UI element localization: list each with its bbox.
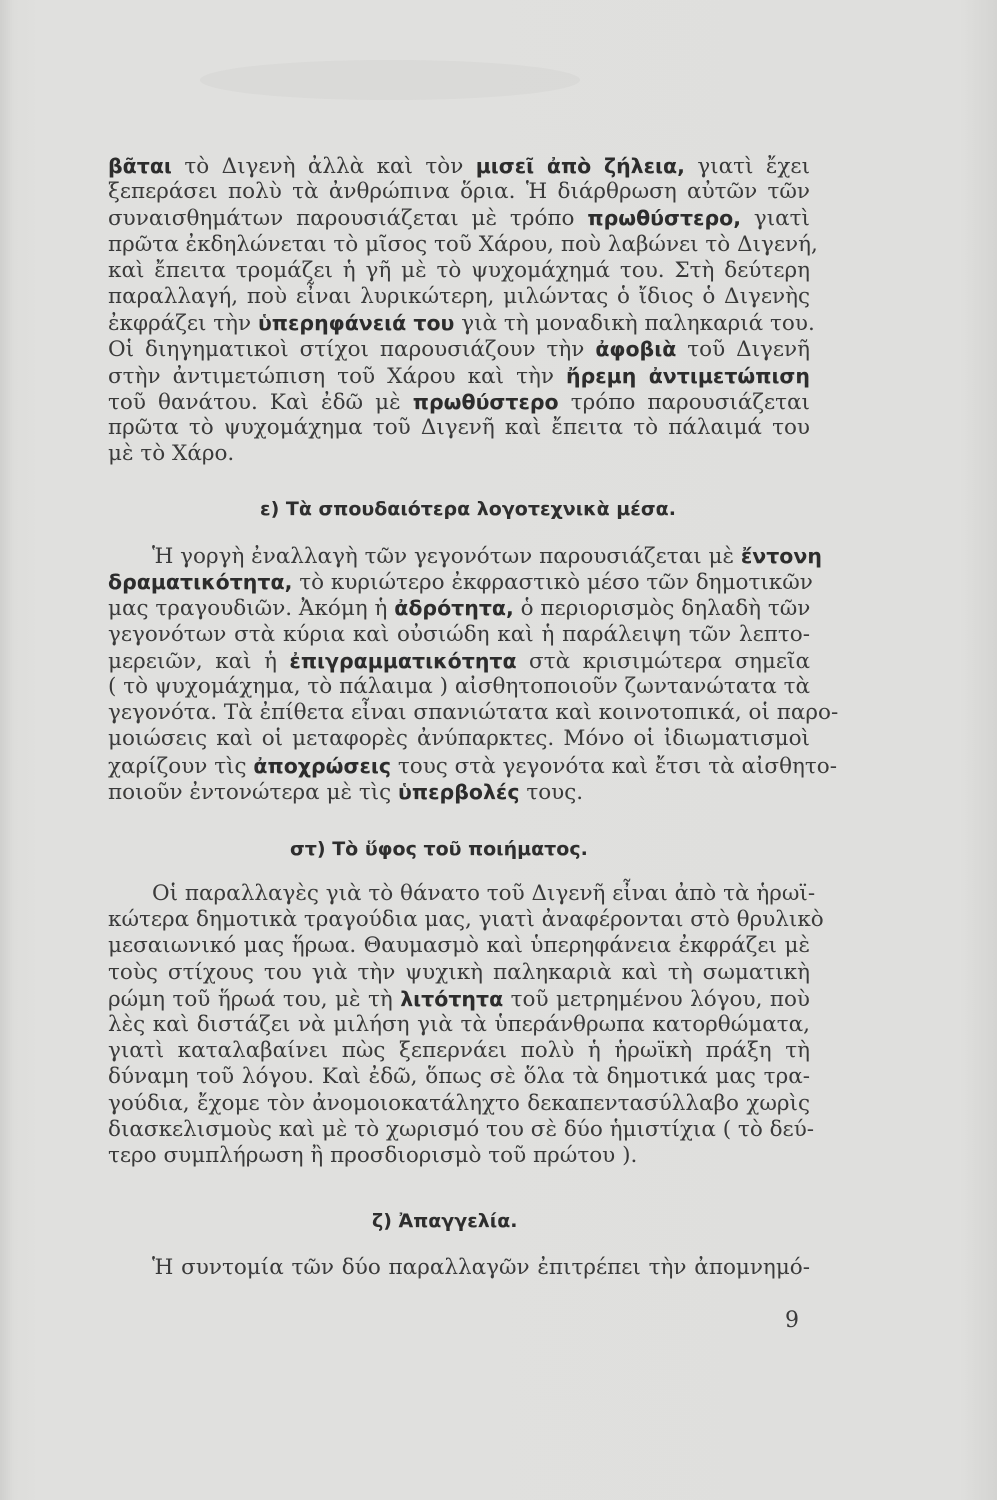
text-run: γεγονότα. Τὰ ἐπίθετα εἶναι σπανιώτατα καὶ κοινοτοπικά, οἱ παρο- [108,700,839,726]
text-line [108,881,816,907]
paragraph-3 [108,881,824,1169]
bold-phrase: ἤρεμη ἀντιμετώπιση [566,363,810,388]
text-line [108,726,810,752]
text-line [108,674,810,700]
paragraph-4 [108,1255,810,1281]
section-heading-e: ε) Τὰ σπουδαιότερα λογοτεχνικὰ μέσα. [260,498,676,520]
text-run: ἐκφράζει τὴν [108,311,258,337]
text-run: γεγονότων στὰ κύρια καὶ οὐσιώδη καὶ ἡ παράλειψη τῶν λεπτο- [108,621,810,647]
bold-phrase: ἀδρότητα, [394,596,514,621]
text-run: στὴν ἀντιμετώπιση τοῦ Χάρου καὶ τὴν [108,363,566,389]
text-run: τους στὰ γεγονότα καὶ ἔτσι τὰ αἰσθητο- [391,753,837,779]
bold-phrase: λιτότητα [400,986,504,1011]
text-run: διασκελισμοὺς καὶ μὲ τὸ χωρισμό του σὲ δύο ἡμιστίχια ( τὸ δεύ- [108,1116,815,1142]
text-run: γιατὶ ἔχει [684,154,810,179]
text-line [108,648,810,674]
paragraph-1 [108,153,818,467]
text-run: παραλλαγή, ποὺ εἶναι λυρικώτερη, μιλώντας ὁ ἴδιος ὁ Διγενὴς [108,283,810,309]
bold-phrase: ἀποχρώσεις [253,753,392,778]
text-line [108,363,810,389]
text-run: μερειῶν, καὶ ἡ [108,648,290,674]
text-line [108,1143,810,1169]
text-run: ὁ περιορισμὸς δηλαδὴ τῶν [513,596,811,622]
text-run: μοιώσεις καὶ οἱ μεταφορὲς ἀνύπαρκτες. Μόνο οἱ ἰδιωματισμοὶ [108,726,810,752]
text-line [108,1091,810,1117]
text-line [108,310,815,337]
text-line [108,441,810,467]
text-run: στὰ κρισιμώτερα σημεῖα [516,648,810,674]
text-line [108,622,810,648]
scan-smudge [200,60,580,100]
text-run: τερο συμπλήρωση ἢ προσδιορισμὸ τοῦ πρώτου ). [108,1142,638,1168]
text-line [108,284,810,310]
bold-phrase: ὑπερβολές [398,779,520,804]
text-run: γιατὶ [741,206,810,232]
text-line [108,779,810,805]
text-run: Ἡ συντομία τῶν δύο παραλλαγῶν ἐπιτρέπει τὴν ἀπομνημό- [152,1255,810,1280]
text-run: τοῦ μετρημένου λόγου, ποὺ [503,986,810,1012]
text-run: Οἱ διηγηματικοὶ στίχοι παρουσιάζουν τὴν [108,337,596,363]
text-run: μὲ τὸ Χάρο. [108,441,235,467]
text-run: τοὺς στίχους του γιὰ τὴν ψυχικὴ παληκαριὰ καὶ τὴ σωματικὴ [108,959,810,985]
bold-phrase: ὑπερηφάνειά του [257,311,455,336]
text-line [108,389,810,415]
bold-phrase: πρωθύστερο, [587,206,741,231]
text-line [108,415,810,441]
text-run: τρόπο παρουσιάζεται [558,389,810,415]
bold-phrase: μισεῖ ἀπὸ ζήλεια, [475,154,685,178]
text-line [108,543,822,569]
text-line [108,986,810,1012]
text-line [108,960,810,986]
text-line [108,179,810,205]
text-line [108,595,810,621]
text-run: χαρίζουν τὶς [108,753,254,779]
text-line [108,907,824,933]
bold-phrase: βᾶται [108,154,172,178]
text-run: ρώμη τοῦ ἥρωά του, μὲ τὴ [108,986,401,1012]
text-run: τοῦ θανάτου. Καὶ ἐδῶ μὲ [108,389,413,415]
text-run: πρῶτα ἐκδηλώνεται τὸ μῖσος τοῦ Χάρου, ποὺ λαβώνει τὸ Διγενή, [108,231,818,257]
text-run: Ἡ γοργὴ ἐναλλαγὴ τῶν γεγονότων παρουσιάζεται μὲ [152,544,741,569]
text-line [108,153,810,179]
text-run: δύναμη τοῦ λόγου. Καὶ ἐδῶ, ὅπως σὲ ὅλα τὰ δημοτικά μας τρα- [108,1064,810,1090]
text-run: Οἱ παραλλαγὲς γιὰ τὸ θάνατο τοῦ Διγενῆ εἶναι ἀπὸ τὰ ἡρωϊ- [152,881,816,906]
text-line [108,1064,810,1090]
text-line [108,258,810,284]
text-run: καὶ ἔπειτα τρομάζει ἡ γῆ μὲ τὸ ψυχομάχημά του. Στὴ δεύτερη [108,257,810,283]
paragraph-2 [108,543,839,805]
text-line [108,1012,810,1038]
text-run: συναισθημάτων παρουσιάζεται μὲ τρόπο [108,206,588,232]
bold-phrase: δραματικότητα, [108,570,293,595]
text-run: τοῦ Διγενῆ [676,337,810,363]
bold-phrase: πρωθύστερο [412,389,559,414]
text-line [108,1116,815,1143]
bold-phrase: ἐπιγραμματικότητα [289,648,517,673]
text-line [108,336,810,362]
text-line [108,569,813,596]
text-run: γιατὶ καταλαβαίνει πὼς ξεπερνάει πολὺ ἡ ἡρωϊκὴ πράξη τὴ [108,1038,810,1064]
text-run: γιὰ τὴ μοναδικὴ παληκαριά του. [454,311,815,337]
text-run: κώτερα δημοτικὰ τραγούδια μας, γιατὶ ἀναφέρονται στὸ θρυλικὸ [108,907,824,933]
text-line [108,1255,810,1281]
text-run: μας τραγουδιῶν. Ἀκόμη ἡ [108,596,395,622]
text-line [108,700,839,726]
text-line [108,1038,810,1064]
text-line [108,933,810,959]
text-line [108,231,818,258]
text-line [108,753,837,779]
text-run: τὸ κυριώτερο ἐκφραστικὸ μέσο τῶν δημοτικῶν [292,570,813,596]
page-number: 9 [785,1308,799,1333]
bold-phrase: ἔντονη [740,544,822,568]
text-run: ποιοῦν ἐντονώτερα μὲ τὶς [108,779,399,805]
section-heading-st: στ) Τὸ ὕφος τοῦ ποιήματος. [290,838,588,860]
section-heading-z: ζ) Ἀπαγγελία. [372,1210,518,1232]
text-run: ξεπεράσει πολὺ τὰ ἀνθρώπινα ὅρια. Ἡ διάρθρωση αὐτῶν τῶν [108,179,810,205]
text-run: τους. [519,779,584,805]
text-run: ( τὸ ψυχομάχημα, τὸ πάλαιμα ) αἰσθητοποιοῦν ζωντανώτατα τὰ [108,673,810,699]
text-run: τὸ Διγενὴ ἀλλὰ καὶ τὸν [171,154,476,179]
text-run: πρῶτα τὸ ψυχομάχημα τοῦ Διγενῆ καὶ ἔπειτα τὸ πάλαιμά του [108,414,810,440]
text-run: λὲς καὶ διστάζει νὰ μιλήση γιὰ τὰ ὑπεράνθρωπα κατορθώματα, [108,1011,810,1037]
text-run: γούδια, ἔχομε τὸν ἀνομοιοκατάληχτο δεκαπεντασύλλαβο χωρὶς [108,1090,810,1116]
text-line [108,205,810,231]
bold-phrase: ἀφοβιὰ [595,337,677,362]
text-run: μεσαιωνικό μας ἥρωα. Θαυμασμὸ καὶ ὑπερηφάνεια ἐκφράζει μὲ [108,933,810,959]
